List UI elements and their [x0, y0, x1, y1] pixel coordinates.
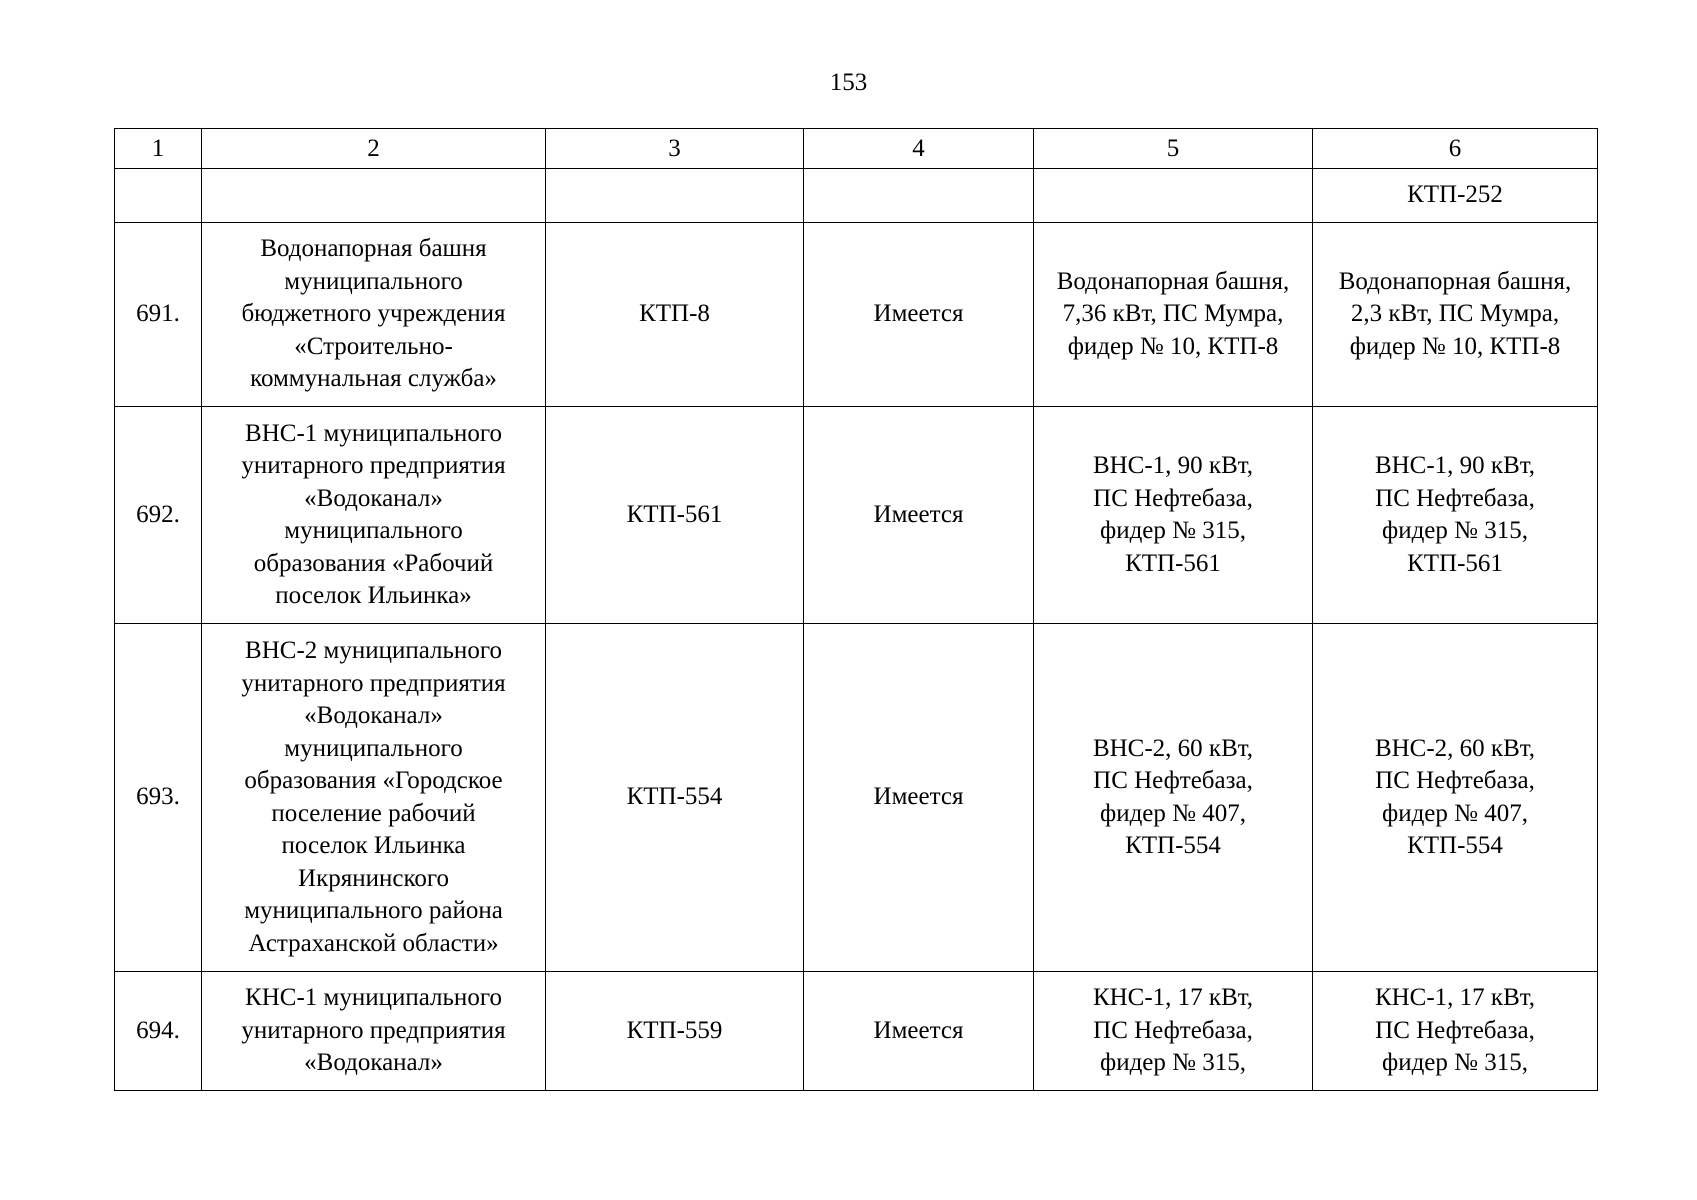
- column-5-cell: ВНС-1, 90 кВт, ПС Нефтебаза, фидер № 315, КТП-561: [1034, 407, 1313, 624]
- column-5-cell: Водонапорная башня, 7,36 кВт, ПС Мумра, фидер № 10, КТП-8: [1034, 223, 1313, 407]
- substation-cell: КТП-559: [546, 972, 804, 1091]
- column-5-cell: КНС-1, 17 кВт, ПС Нефтебаза, фидер № 315,: [1034, 972, 1313, 1091]
- object-name-cell: Водонапорная башня муниципального бюджетного учреждения «Строительно- коммунальная служба»: [202, 223, 546, 407]
- substation-cell: КТП-8: [546, 223, 804, 407]
- row-number: 691.: [115, 223, 202, 407]
- data-table: [114, 128, 1598, 1091]
- continuation-row: [115, 169, 1598, 223]
- substation-cell: КТП-561: [546, 407, 804, 624]
- status-cell: Имеется: [804, 223, 1034, 407]
- status-cell: Имеется: [804, 624, 1034, 972]
- substation-cell: КТП-554: [546, 624, 804, 972]
- column-number-row: [115, 129, 1598, 169]
- table-row: [115, 407, 1598, 624]
- table-cell: [546, 169, 804, 223]
- column-6-cell: КНС-1, 17 кВт, ПС Нефтебаза, фидер № 315,: [1313, 972, 1598, 1091]
- status-cell: Имеется: [804, 407, 1034, 624]
- column-number-5: 5: [1034, 129, 1313, 169]
- row-number: 694.: [115, 972, 202, 1091]
- table-cell: [202, 169, 546, 223]
- object-name-cell: ВНС-1 муниципального унитарного предприятия «Водоканал» муниципального образования «Рабочий поселок Ильинка»: [202, 407, 546, 624]
- column-6-cell: ВНС-2, 60 кВт, ПС Нефтебаза, фидер № 407, КТП-554: [1313, 624, 1598, 972]
- table-row: [115, 624, 1598, 972]
- object-name-cell: ВНС-2 муниципального унитарного предприятия «Водоканал» муниципального образования «Городское поселение рабочий поселок Ильинка Икрянинского муниципального района Астраханской области»: [202, 624, 546, 972]
- column-6-cell: Водонапорная башня, 2,3 кВт, ПС Мумра, фидер № 10, КТП-8: [1313, 223, 1598, 407]
- column-number-4: 4: [804, 129, 1034, 169]
- table-row: [115, 223, 1598, 407]
- column-5-cell: ВНС-2, 60 кВт, ПС Нефтебаза, фидер № 407, КТП-554: [1034, 624, 1313, 972]
- column-6-cell: ВНС-1, 90 кВт, ПС Нефтебаза, фидер № 315, КТП-561: [1313, 407, 1598, 624]
- page-number: 153: [829, 69, 868, 96]
- table-cell: КТП-252: [1313, 169, 1598, 223]
- object-name-cell: КНС-1 муниципального унитарного предприятия «Водоканал»: [202, 972, 546, 1091]
- column-number-1: 1: [115, 129, 202, 169]
- table-cell: [115, 169, 202, 223]
- row-number: 693.: [115, 624, 202, 972]
- table-cell: [804, 169, 1034, 223]
- row-number: 692.: [115, 407, 202, 624]
- column-number-6: 6: [1313, 129, 1598, 169]
- table-cell: [1034, 169, 1313, 223]
- column-number-2: 2: [202, 129, 546, 169]
- column-number-3: 3: [546, 129, 804, 169]
- table-row: [115, 972, 1598, 1091]
- status-cell: Имеется: [804, 972, 1034, 1091]
